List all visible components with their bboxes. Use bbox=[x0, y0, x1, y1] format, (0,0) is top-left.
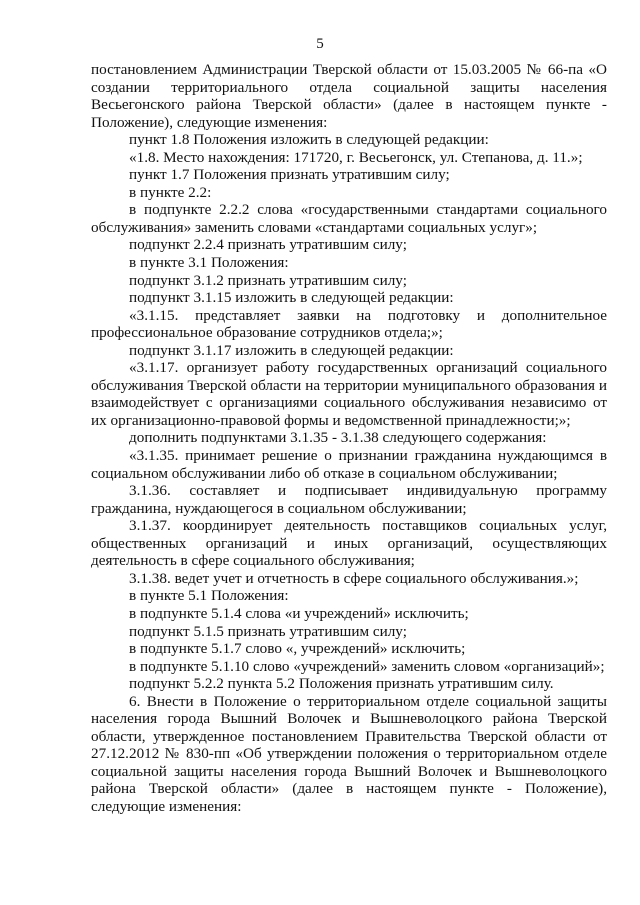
paragraph: подпункт 3.1.15 изложить в следующей редакции: bbox=[129, 289, 454, 307]
paragraph: «3.1.15. представляет заявки на подготовку и дополнительное профессиональное образование сотрудников отдела;»; bbox=[91, 306, 607, 342]
paragraph: подпункт 3.1.2 признать утратившим силу; bbox=[129, 271, 407, 289]
paragraph: дополнить подпунктами 3.1.35 - 3.1.38 следующего содержания: bbox=[129, 429, 547, 447]
paragraph: 3.1.38. ведет учет и отчетность в сфере социального обслуживания.»; bbox=[129, 569, 579, 587]
paragraph: подпункт 3.1.17 изложить в следующей редакции: bbox=[129, 341, 454, 359]
paragraph: пункт 1.7 Положения признать утратившим силу; bbox=[129, 166, 450, 184]
paragraph: подпункт 2.2.4 признать утратившим силу; bbox=[129, 236, 407, 254]
paragraph: в пункте 5.1 Положения: bbox=[129, 587, 289, 605]
document-body bbox=[91, 61, 607, 816]
paragraph: «3.1.35. принимает решение о признании гражданина нуждающимся в социальном обслуживании либо об отказе в социальном обслуживании; bbox=[91, 447, 607, 482]
paragraph: «3.1.17. организует работу государственных организаций социального обслуживания Тверской области на территории муниципального образования и взаимодействует с организациями социального обслуживания независимо от их организационно-правовой формы и ведомственной принадлежности;»; bbox=[91, 359, 607, 429]
paragraph: в подпункте 2.2.2 слова «государственными стандартами социального обслуживания» заменить словами «стандартами социальных услуг»; bbox=[91, 201, 607, 236]
paragraph: пункт 1.8 Положения изложить в следующей редакции: bbox=[129, 131, 489, 149]
paragraph: в пункте 3.1 Положения: bbox=[129, 254, 289, 272]
paragraph: 3.1.37. координирует деятельность поставщиков социальных услуг, общественных организаций и иных организаций, осуществляющих деятельность в сфере социального обслуживания; bbox=[91, 517, 607, 570]
paragraph: подпункт 5.1.5 признать утратившим силу; bbox=[129, 622, 407, 640]
paragraph: «1.8. Место нахождения: 171720, г. Весьегонск, ул. Степанова, д. 11.»; bbox=[129, 148, 583, 166]
paragraph: подпункт 5.2.2 пункта 5.2 Положения признать утратившим силу. bbox=[129, 675, 554, 693]
page-number: 5 bbox=[316, 36, 324, 52]
paragraph: постановлением Администрации Тверской области от 15.03.2005 № 66-па «О создании территориального отдела социальной защиты населения Весьегонского района Тверской области» (далее в настоящем пункте - Положение), следующие изменения: bbox=[91, 61, 607, 131]
paragraph: 6. Внести в Положение о территориальном отделе социальной защиты населения города Вышний Волочек и Вышневолоцкого района Тверской области, утвержденное постановлением Правительства Тверской области от 27.12.2012 № 830-пп «Об утверждении положения о территориальном отделе социальной защиты населения города Вышний Волочек и Вышневолоцкого района Тверской области» (далее в настоящем пункте - Положение), следующие изменения: bbox=[91, 692, 607, 815]
paragraph: в подпункте 5.1.4 слова «и учреждений» исключить; bbox=[129, 604, 469, 622]
paragraph: в подпункте 5.1.10 слово «учреждений» заменить словом «организаций»; bbox=[129, 657, 605, 675]
paragraph: в подпункте 5.1.7 слово «, учреждений» исключить; bbox=[129, 640, 466, 658]
paragraph: в пункте 2.2: bbox=[129, 183, 212, 201]
paragraph: 3.1.36. составляет и подписывает индивидуальную программу гражданина, нуждающегося в социальном обслуживании; bbox=[91, 482, 607, 517]
